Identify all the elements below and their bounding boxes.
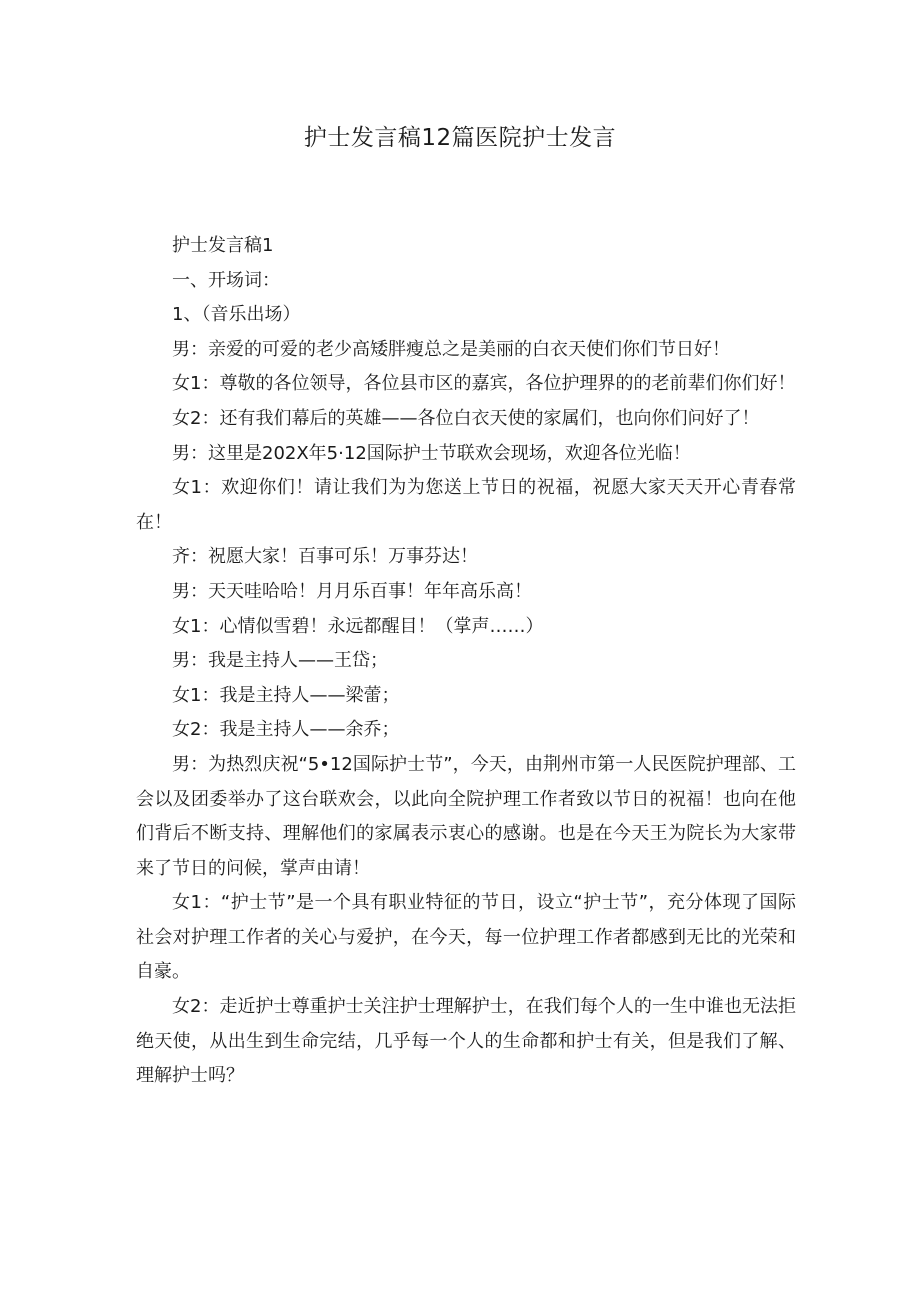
dialogue-line: 男：这里是202X年5·12国际护士节联欢会现场，欢迎各位光临！ [172,442,691,464]
dialogue-line: 男：亲爱的可爱的老少高矮胖瘦总之是美丽的白衣天使们你们节日好！ [172,338,730,360]
dialogue-line: 女2：走近护士尊重护士关注护士理解护士，在我们每个人的一生中谁也无法拒绝天使，从出生到生命完结，几乎每一个人的生命都和护士有关，但是我们了解、理解护士吗？ [136,996,796,1087]
document-body [136,229,796,1094]
document-title: 护士发言稿12篇医院护士发言 [303,125,617,151]
dialogue-line: 女1：欢迎你们！请让我们为为您送上节日的祝福，祝愿大家天天开心青春常在！ [136,477,796,533]
dialogue-line: 齐：祝愿大家！百事可乐！万事芬达！ [172,546,478,568]
dialogue-line: 女2：我是主持人——余乔； [172,719,400,741]
stage-direction: 1、（音乐出场） [172,304,301,326]
dialogue-line: 男：为热烈庆祝“5•12国际护士节”，今天，由荆州市第一人民医院护理部、工会以及团委举办了这台联欢会，以此向全院护理工作者致以节日的祝福！也向在他们背后不断支持、理解他们的家属表示衷心的感谢。也是在今天王为院长为大家带来了节日的问候，掌声由请！ [136,753,796,879]
dialogue-line: 女1：心情似雪碧！永远都醒目！（掌声……） [172,615,544,637]
dialogue-line: 女1：“护士节”是一个具有职业特征的节日，设立“护士节”，充分体现了国际社会对护理工作者的关心与爱护，在今天，每一位护理工作者都感到无比的光荣和自豪。 [136,892,796,983]
dialogue-line: 男：天天哇哈哈！月月乐百事！年年高乐高！ [172,580,532,602]
dialogue-line: 女1：我是主持人——梁蕾； [172,684,400,706]
dialogue-line: 男：我是主持人——王岱； [172,650,388,672]
section-heading: 护士发言稿1 [172,235,274,256]
dialogue-line: 女1：尊敬的各位领导，各位县市区的嘉宾，各位护理界的的老前辈们你们好！ [172,373,796,395]
dialogue-line: 女2：还有我们幕后的英雄——各位白衣天使的家属们，也向你们问好了！ [172,407,760,429]
subsection-heading: 一、开场词： [172,269,280,291]
